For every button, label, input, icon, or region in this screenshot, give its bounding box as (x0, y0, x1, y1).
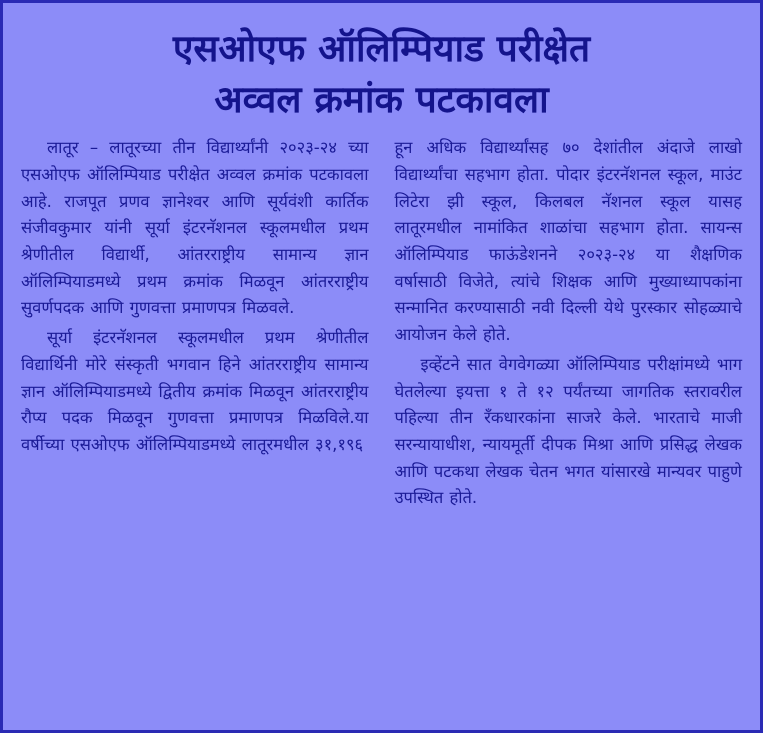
paragraph: लातूर – लातूरच्या तीन विद्यार्थ्यांनी २०२३-२४ च्या एसओएफ ऑलिम्पियाड परीक्षेत अव्वल क्रमांक पटकावला आहे. राजपूत प्रणव ज्ञानेश्वर आणि सूर्यवंशी कार्तिक संजीवकुमार यांनी सूर्या इंटरनॅशनल स्कूलमधील प्रथम श्रेणीतील विद्यार्थी, आंतरराष्ट्रीय सामान्य ज्ञान ऑलिम्पियाडमध्ये प्रथम क्रमांक मिळवून आंतरराष्ट्रीय सुवर्णपदक आणि गुणवत्ता प्रमाणपत्र मिळवले. (21, 138, 369, 318)
paragraph: इव्हेंटने सात वेगवेगळ्या ऑलिम्पियाड परीक्षांमध्ये भाग घेतलेल्या इयत्ता १ ते १२ पर्यंतच्या जागतिक स्तरावरील पहिल्या तीन रँकधारकांना साजरे केले. भारताचे माजी सरन्यायाधीश, न्यायमूर्ती दीपक मिश्रा आणि प्रसिद्ध लेखक आणि पटकथा लेखक चेतन भगत यांसारखे मान्यवर पाहुणे उपस्थित होते. (394, 354, 742, 508)
article-columns (21, 135, 742, 512)
paragraph: हून अधिक विद्यार्थ्यांसह ७० देशांतील अंदाजे लाखो विद्यार्थ्यांचा सहभाग होता. पोदार इंटरनॅशनल स्कूल, माउंट लिटेरा झी स्कूल, किलबल नॅशनल स्कूल यासह लातूरमधील नामांकित शाळांचा सहभाग होता. सायन्स ऑलिम्पियाड फाऊंडेशनने २०२३-२४ या शैक्षणिक वर्षासाठी विजेते, त्यांचे शिक्षक आणि मुख्याध्यापकांना सन्मानित करण्यासाठी नवी दिल्ली येथे पुरस्कार सोहळ्याचे आयोजन केले होते. (394, 138, 742, 345)
page-title (21, 23, 742, 125)
headline-line-1: एसओएफ ऑलिम्पियाड परीक्षेत (172, 27, 591, 70)
article-column-left (21, 135, 369, 459)
article-column-right (395, 135, 743, 512)
paragraph: सूर्या इंटरनॅशनल स्कूलमधील प्रथम श्रेणीतील विद्यार्थिनी मोरे संस्कृती भगवान हिने आंतरराष्ट्रीय सामान्य ज्ञान ऑलिम्पियाडमध्ये द्वितीय क्रमांक मिळवून आंतरराष्ट्रीय रौप्य पदक मिळवून गुणवत्ता प्रमाणपत्र मिळविले.या वर्षीच्या एसओएफ ऑलिम्पियाडमध्ये लातूरमधील ३१,१९६ (21, 328, 369, 454)
headline-line-2: अव्वल क्रमांक पटकावला (214, 78, 549, 122)
